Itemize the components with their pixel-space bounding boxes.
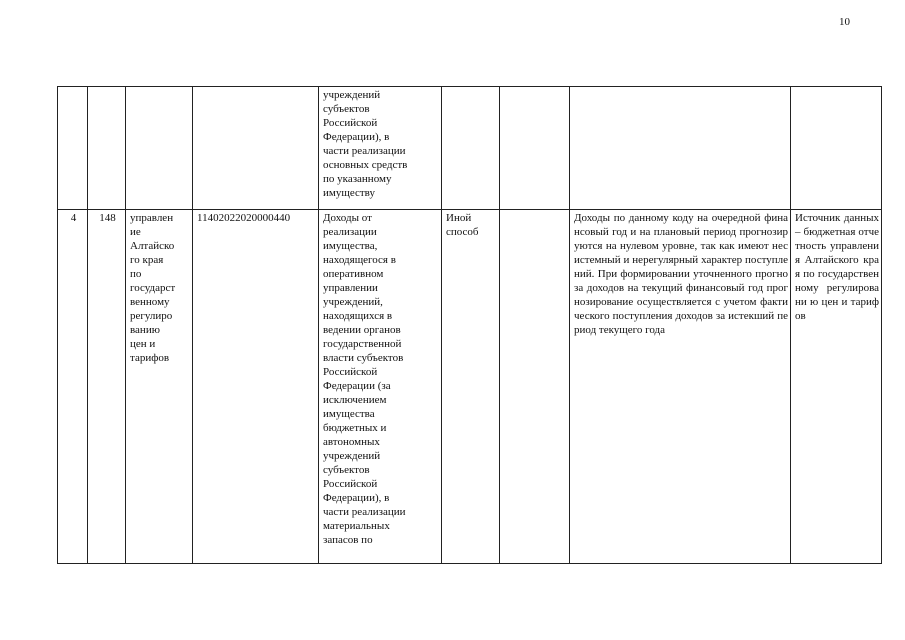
admin-code-cell [88, 87, 126, 210]
revenue-name-cell: Доходы от реализации имущества, находящегося в оперативном управлении учреждений, находящихся в ведении органов государственной власти субъектов Российской Федерации (за исключением имущества бюджетных и автономных учреждений субъектов Российской Федерации), в части реализации материальных запасов по [319, 210, 442, 564]
table-row [58, 210, 882, 564]
formula-cell [500, 210, 570, 564]
revenue-code-cell: 11402022020000440 [193, 210, 319, 564]
page-number: 10 [839, 16, 850, 28]
row-number-cell: 4 [58, 210, 88, 564]
formula-cell [500, 87, 570, 210]
table-row [58, 87, 882, 210]
administrator-name-cell [126, 87, 193, 210]
method-cell [442, 87, 500, 210]
row-number-cell [58, 87, 88, 210]
administrator-name-cell: управлен ие Алтайско го края по государст венному регулиро ванию цен и тарифов [126, 210, 193, 564]
data-source-cell: Источник данных – бюджетная отчетность управления Алтайского края по государствен ному регулировани ю цен и тарифов [791, 210, 882, 564]
revenue-name-cell: учреждений субъектов Российской Федерации), в части реализации основных средств по указанному имуществу [319, 87, 442, 210]
revenue-forecast-table [57, 86, 882, 564]
data-source-cell [791, 87, 882, 210]
revenue-code-cell [193, 87, 319, 210]
admin-code-cell: 148 [88, 210, 126, 564]
algorithm-cell [570, 87, 791, 210]
method-cell: Иной способ [442, 210, 500, 564]
algorithm-cell: Доходы по данному коду на очередной финансовый год и на плановый период прогнозируются на нулевом уровне, так как имеют несистемный и нерегулярный характер поступлений. При формировании уточненного прогноза доходов на текущий финансовый год прогнозирование осуществляется с учетом фактического поступления доходов за истекший период текущего года [570, 210, 791, 564]
